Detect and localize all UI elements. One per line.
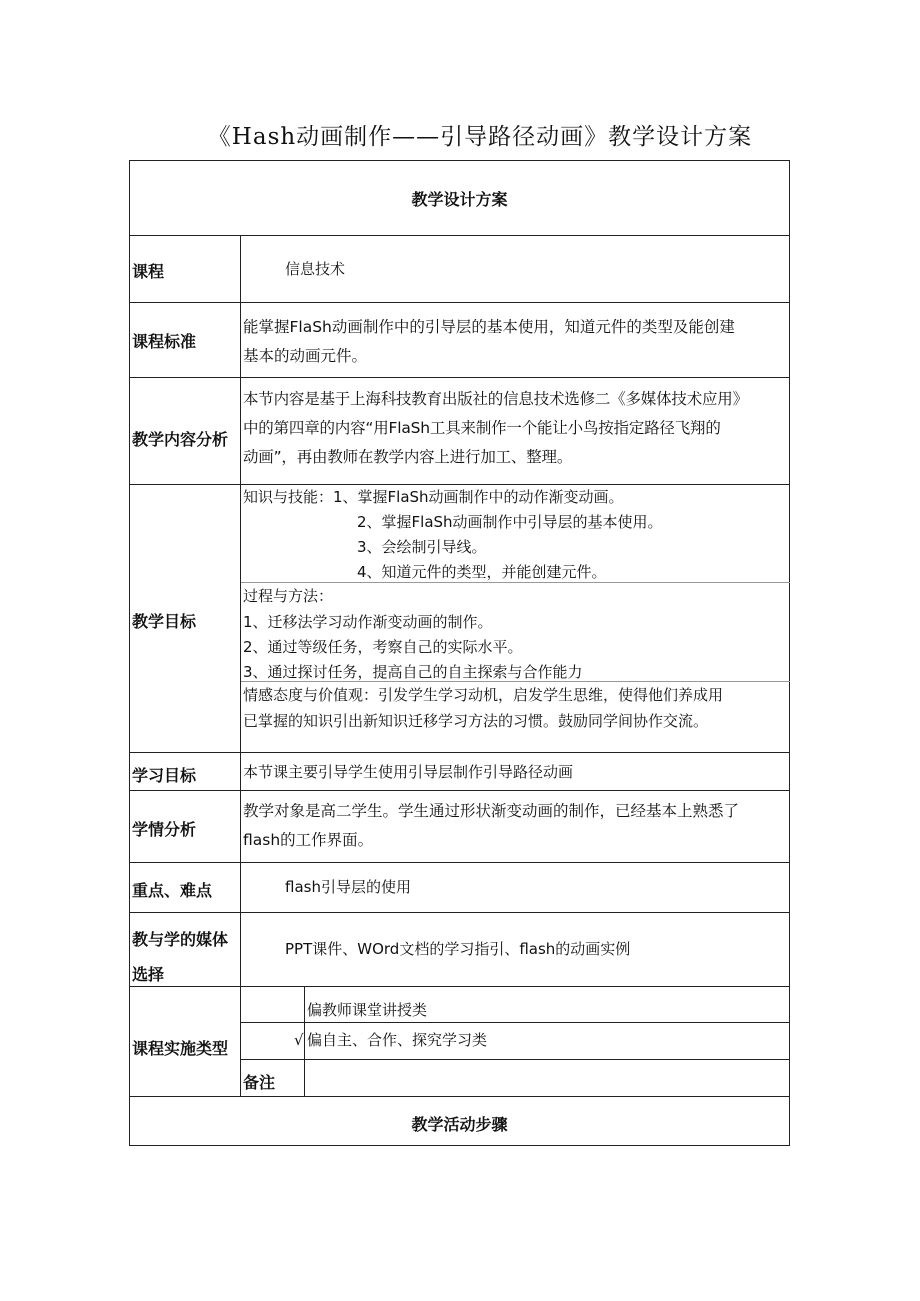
row-divider [129, 302, 790, 303]
media-label-line-2: 选择 [132, 965, 165, 984]
standard-text [243, 313, 735, 371]
option-teacher-lecture: 偏教师课堂讲授类 [307, 1001, 428, 1019]
process-line-4: 3、通过探讨任务，提高自己的自主探索与合作能力 [243, 663, 583, 681]
row-divider [129, 862, 790, 863]
process-line-3: 2、通过等级任务，考察自己的实际水平。 [243, 638, 523, 656]
row-divider [129, 235, 790, 236]
teaching-goals-label: 教学目标 [132, 612, 197, 631]
row-divider [129, 986, 790, 987]
learning-goals-label: 学习目标 [132, 766, 197, 785]
attitude-line-1: 情感态度与价值观：引发学生学习动机，启发学生思维，使得他们养成用 [243, 686, 724, 704]
student-analysis-label: 学情分析 [132, 820, 197, 839]
checkmark-icon: √ [294, 1031, 304, 1049]
student-analysis-text [243, 797, 739, 855]
column-divider [240, 235, 241, 1096]
text-line: 动画”，再由教师在教学内容上进行加工、整理。 [243, 448, 573, 466]
knowledge-line-2: 2、掌握FlaSh动画制作中引导层的基本使用。 [357, 513, 663, 531]
activity-steps-header: 教学活动步骤 [411, 1115, 508, 1134]
process-line-2: 1、迁移法学习动作渐变动画的制作。 [243, 613, 493, 631]
content-analysis-text [243, 385, 748, 472]
keypoints-label: 重点、难点 [132, 881, 213, 900]
text-line: 能掌握FlaSh动画制作中的引导层的基本使用，知道元件的类型及能创建 [243, 318, 735, 336]
knowledge-line-1: 知识与技能：1、掌握FlaSh动画制作中的动作渐变动画。 [243, 488, 624, 506]
keypoints-value: flash引导层的使用 [285, 878, 411, 896]
course-label: 课程 [132, 262, 165, 281]
row-divider [129, 912, 790, 913]
text-line: 本节内容是基于上海科技教育出版社的信息技术选修二《多媒体技术应用》 [243, 390, 748, 408]
implementation-type-label: 课程实施类型 [132, 1039, 229, 1058]
row-divider [129, 790, 790, 791]
text-line: 教学对象是高二学生。学生通过形状渐变动画的制作，已经基本上熟悉了 [243, 802, 740, 820]
media-value: PPT课件、WOrd文档的学习指引、flash的动画实例 [285, 940, 631, 958]
row-divider [129, 752, 790, 753]
row-divider [129, 1096, 790, 1097]
knowledge-line-3: 3、会绘制引导线。 [357, 538, 487, 556]
option-self-inquiry: 偏自主、合作、探究学习类 [307, 1031, 488, 1049]
content-analysis-label: 教学内容分析 [132, 430, 229, 449]
course-value: 信息技术 [285, 260, 346, 278]
standard-label: 课程标准 [132, 332, 197, 351]
note-label: 备注 [243, 1073, 276, 1092]
column-divider [304, 986, 305, 1096]
row-divider [129, 377, 790, 378]
knowledge-line-4: 4、知道元件的类型，并能创建元件。 [357, 563, 607, 581]
subrow-divider [240, 1059, 790, 1060]
text-line: 基本的动画元件。 [243, 347, 368, 365]
text-line: 中的第四章的内容“用FlaSh工具来制作一个能让小鸟按指定路径飞翔的 [243, 419, 721, 437]
text-line: flash的工作界面。 [243, 831, 374, 849]
learning-goals-value: 本节课主要引导学生使用引导层制作引导路径动画 [243, 763, 574, 781]
document-title: 《Hash动画制作——引导路径动画》教学设计方案 [207, 124, 753, 150]
attitude-line-2: 已掌握的知识引出新知识迁移学习方法的习惯。鼓励同学间协作交流。 [243, 712, 709, 730]
process-line-1: 过程与方法： [243, 587, 334, 605]
table-header: 教学设计方案 [411, 190, 508, 209]
media-label-line-1: 教与学的媒体 [132, 930, 229, 949]
